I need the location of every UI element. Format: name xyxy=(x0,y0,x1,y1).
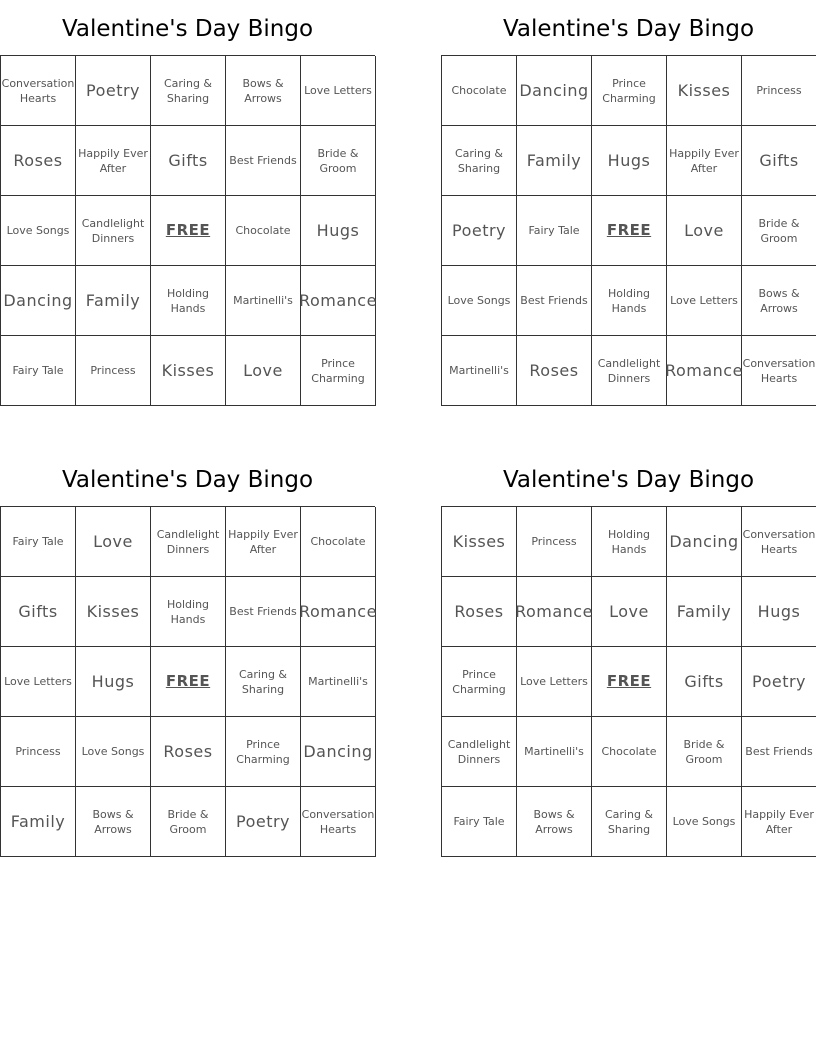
bingo-cell: Love Songs xyxy=(442,266,517,336)
bingo-cell: Best Friends xyxy=(226,126,301,196)
free-space: FREE xyxy=(592,647,667,717)
bingo-cell: Family xyxy=(1,787,76,857)
bingo-cell: Fairy Tale xyxy=(1,336,76,406)
bingo-cell: Happily Ever After xyxy=(76,126,151,196)
bingo-cell: Romance xyxy=(517,577,592,647)
bingo-cell: Romance xyxy=(301,266,376,336)
bingo-cell: Candlelight Dinners xyxy=(151,507,226,577)
bingo-cell: Family xyxy=(517,126,592,196)
bingo-cell: Hugs xyxy=(76,647,151,717)
bingo-cell: Romance xyxy=(667,336,742,406)
bingo-cell: Kisses xyxy=(667,56,742,126)
bingo-cell: Kisses xyxy=(151,336,226,406)
bingo-cell: Chocolate xyxy=(301,507,376,577)
bingo-cell: Love Letters xyxy=(667,266,742,336)
bingo-cell: Prince Charming xyxy=(442,647,517,717)
bingo-cell: Bows & Arrows xyxy=(742,266,816,336)
bingo-cell: Holding Hands xyxy=(592,266,667,336)
bingo-cell: Love xyxy=(226,336,301,406)
bingo-cell: Conversation Hearts xyxy=(742,336,816,406)
bingo-cell: Dancing xyxy=(667,507,742,577)
bingo-cell: Happily Ever After xyxy=(667,126,742,196)
bingo-cell: Candlelight Dinners xyxy=(592,336,667,406)
bingo-cell: Fairy Tale xyxy=(1,507,76,577)
bingo-cell: Martinelli's xyxy=(226,266,301,336)
bingo-card-3 xyxy=(0,451,375,857)
bingo-cell: Gifts xyxy=(1,577,76,647)
bingo-cell: Roses xyxy=(1,126,76,196)
card-title: Valentine's Day Bingo xyxy=(61,467,314,493)
bingo-cell: Bows & Arrows xyxy=(517,787,592,857)
bingo-card-2 xyxy=(441,0,816,406)
bingo-grid xyxy=(441,55,816,406)
bingo-cell: Caring & Sharing xyxy=(592,787,667,857)
bingo-cell: Holding Hands xyxy=(151,577,226,647)
bingo-cell: Candlelight Dinners xyxy=(76,196,151,266)
bingo-cell: Family xyxy=(667,577,742,647)
bingo-cell: Hugs xyxy=(301,196,376,266)
bingo-cell: Roses xyxy=(151,717,226,787)
bingo-cell: Princess xyxy=(1,717,76,787)
bingo-card-1 xyxy=(0,0,375,406)
bingo-cell: Dancing xyxy=(301,717,376,787)
bingo-cell: Poetry xyxy=(442,196,517,266)
bingo-cell: Prince Charming xyxy=(226,717,301,787)
bingo-cell: Dancing xyxy=(517,56,592,126)
bingo-cell: Best Friends xyxy=(226,577,301,647)
bingo-cell: Love Letters xyxy=(301,56,376,126)
bingo-cell: Chocolate xyxy=(592,717,667,787)
bingo-cell: Princess xyxy=(517,507,592,577)
bingo-cell: Caring & Sharing xyxy=(226,647,301,717)
bingo-cell: Poetry xyxy=(742,647,816,717)
bingo-cell: Dancing xyxy=(1,266,76,336)
bingo-cell: Martinelli's xyxy=(301,647,376,717)
bingo-cell: Conversation Hearts xyxy=(301,787,376,857)
bingo-cell: Bows & Arrows xyxy=(226,56,301,126)
bingo-cell: Poetry xyxy=(226,787,301,857)
bingo-cell: Gifts xyxy=(742,126,816,196)
bingo-cell: Love xyxy=(667,196,742,266)
bingo-grid xyxy=(0,55,375,406)
bingo-cell: Martinelli's xyxy=(517,717,592,787)
bingo-cell: Bride & Groom xyxy=(151,787,226,857)
bingo-cell: Best Friends xyxy=(517,266,592,336)
bingo-cell: Holding Hands xyxy=(151,266,226,336)
card-title: Valentine's Day Bingo xyxy=(502,467,755,493)
bingo-cell: Poetry xyxy=(76,56,151,126)
bingo-cell: Kisses xyxy=(442,507,517,577)
bingo-cell: Martinelli's xyxy=(442,336,517,406)
bingo-cell: Romance xyxy=(301,577,376,647)
free-space: FREE xyxy=(151,196,226,266)
bingo-cell: Kisses xyxy=(76,577,151,647)
bingo-cell: Prince Charming xyxy=(592,56,667,126)
bingo-cell: Conversation Hearts xyxy=(742,507,816,577)
bingo-cell: Princess xyxy=(76,336,151,406)
bingo-card-4 xyxy=(441,451,816,857)
bingo-cell: Roses xyxy=(442,577,517,647)
bingo-cell: Family xyxy=(76,266,151,336)
bingo-cell: Gifts xyxy=(667,647,742,717)
bingo-cell: Holding Hands xyxy=(592,507,667,577)
bingo-cell: Love Letters xyxy=(517,647,592,717)
bingo-cell: Candlelight Dinners xyxy=(442,717,517,787)
bingo-cell: Conversation Hearts xyxy=(1,56,76,126)
bingo-cell: Love Songs xyxy=(76,717,151,787)
bingo-cell: Hugs xyxy=(742,577,816,647)
bingo-cell: Love xyxy=(76,507,151,577)
bingo-cell: Fairy Tale xyxy=(517,196,592,266)
free-space: FREE xyxy=(151,647,226,717)
bingo-cell: Bride & Groom xyxy=(742,196,816,266)
bingo-cell: Princess xyxy=(742,56,816,126)
bingo-cell: Chocolate xyxy=(442,56,517,126)
bingo-cell: Caring & Sharing xyxy=(442,126,517,196)
bingo-cell: Love Songs xyxy=(667,787,742,857)
bingo-cell: Roses xyxy=(517,336,592,406)
bingo-cell: Bride & Groom xyxy=(667,717,742,787)
card-title: Valentine's Day Bingo xyxy=(61,16,314,42)
bingo-cell: Fairy Tale xyxy=(442,787,517,857)
bingo-grid xyxy=(441,506,816,857)
bingo-cell: Happily Ever After xyxy=(742,787,816,857)
bingo-cell: Caring & Sharing xyxy=(151,56,226,126)
free-space: FREE xyxy=(592,196,667,266)
bingo-cell: Love Letters xyxy=(1,647,76,717)
bingo-cell: Prince Charming xyxy=(301,336,376,406)
bingo-cell: Bride & Groom xyxy=(301,126,376,196)
bingo-cell: Hugs xyxy=(592,126,667,196)
bingo-cell: Bows & Arrows xyxy=(76,787,151,857)
bingo-cell: Best Friends xyxy=(742,717,816,787)
bingo-grid xyxy=(0,506,375,857)
bingo-cell: Chocolate xyxy=(226,196,301,266)
bingo-cell: Happily Ever After xyxy=(226,507,301,577)
bingo-cell: Love xyxy=(592,577,667,647)
bingo-cell: Love Songs xyxy=(1,196,76,266)
bingo-cell: Gifts xyxy=(151,126,226,196)
card-title: Valentine's Day Bingo xyxy=(502,16,755,42)
